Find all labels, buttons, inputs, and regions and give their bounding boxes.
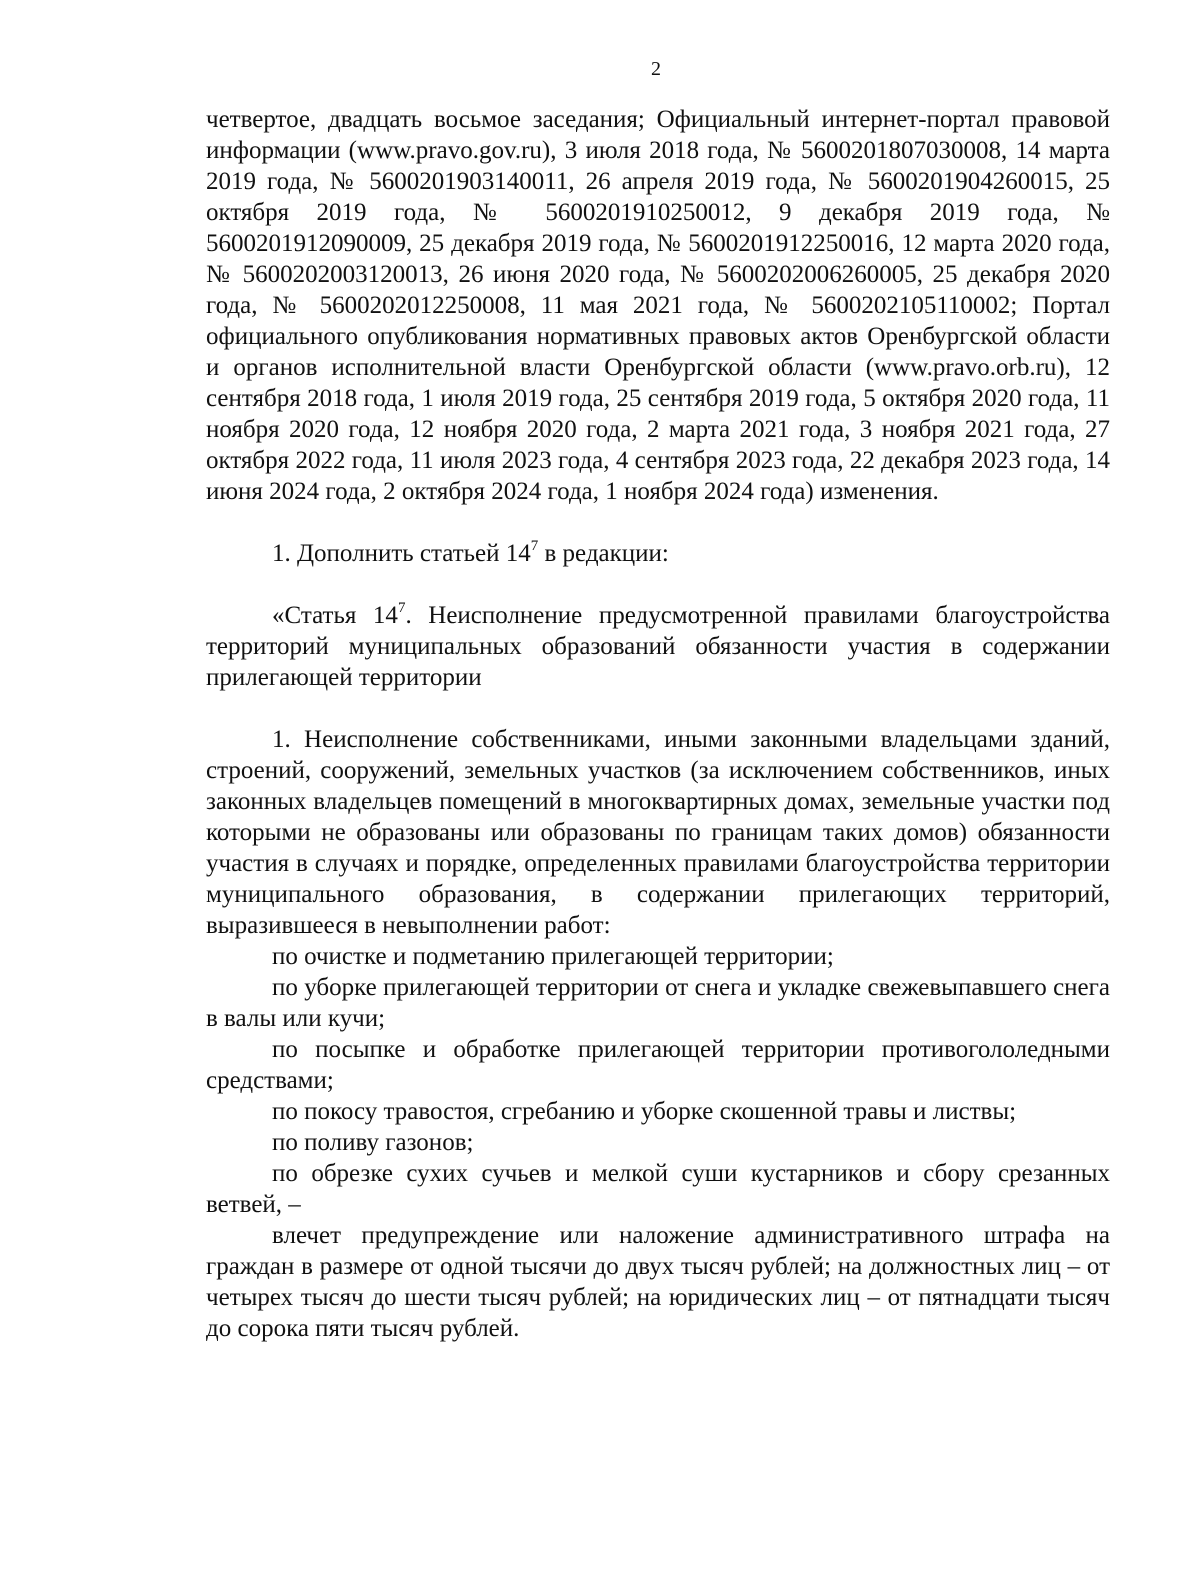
article-heading-suffix: . Неисполнение предусмотренной правилами благоустройства территорий муниципальных образований обязанности участия в содержании прилегающей территории: [206, 602, 1110, 691]
works-list-item: по очистке и подметанию прилегающей территории;: [272, 943, 834, 970]
works-list-item: по покосу травостоя, сгребанию и уборке скошенной травы и листвы;: [272, 1098, 1017, 1125]
penalty-paragraph: влечет предупреждение или наложение административного штрафа на граждан в размере от одной тысячи до двух тысяч рублей; на должностных лиц – от четырех тысяч до шести тысяч рублей; на юридических лиц – от пятнадцати тысяч до сорока пяти тысяч рублей.: [206, 1222, 1110, 1342]
amendment-item-1-suffix: в редакции:: [538, 540, 669, 567]
amendment-item-1: [206, 538, 1110, 569]
article-heading-prefix: «Статья 14: [272, 602, 398, 629]
works-list-item: по поливу газонов;: [272, 1129, 474, 1156]
intro-paragraph: четвертое, двадцать восьмое заседания; Официальный интернет-портал правовой информации (www.pravo.gov.ru), 3 июля 2018 года, № 5600201807030008, 14 марта 2019 года, № 5600201903140011, 26 апреля 2019 года, № 5600201904260015, 25 октября 2019 года, № 5600201910250012, 9 декабря 2019 года, № 5600201912090009, 25 декабря 2019 года, № 5600201912250016, 12 марта 2020 года, № 5600202003120013, 26 июня 2020 года, № 5600202006260005, 25 декабря 2020 года, № 5600202012250008, 11 мая 2021 года, № 5600202105110002; Портал официального опубликования нормативных правовых актов Оренбургской области и органов исполнительной власти Оренбургской области (www.pravo.orb.ru), 12 сентября 2018 года, 1 июля 2019 года, 25 сентября 2019 года, 5 октября 2020 года, 11 ноября 2020 года, 12 ноября 2020 года, 2 марта 2021 года, 3 ноября 2021 года, 27 октября 2022 года, 11 июля 2023 года, 4 сентября 2023 года, 22 декабря 2023 года, 14 июня 2024 года, 2 октября 2024 года, 1 ноября 2024 года) изменения.: [206, 106, 1110, 505]
page-number: 2: [651, 58, 661, 80]
amendment-item-1-prefix: 1. Дополнить статьей 14: [272, 540, 531, 567]
works-list-item: по обрезке сухих сучьев и мелкой суши кустарников и сбору срезанных ветвей, –: [206, 1160, 1110, 1218]
amendment-item-1-superscript: 7: [530, 537, 539, 554]
article-heading: [206, 600, 1110, 693]
document-body: [206, 104, 1110, 1344]
works-list-item: по посыпке и обработке прилегающей территории противогололедными средствами;: [206, 1036, 1110, 1094]
works-list-item: по уборке прилегающей территории от снега и укладке свежевыпавшего снега в валы или кучи;: [206, 974, 1110, 1032]
article-heading-superscript: 7: [397, 599, 406, 616]
article-part-1: 1. Неисполнение собственниками, иными законными владельцами зданий, строений, сооружений, земельных участков (за исключением собственников, иных законных владельцев помещений в многоквартирных домах, земельные участки под которыми не образованы или образованы по границам таких домов) обязанности участия в случаях и порядке, определенных правилами благоустройства территории муниципального образования, в содержании прилегающих территорий, выразившееся в невыполнении работ:: [206, 726, 1110, 939]
